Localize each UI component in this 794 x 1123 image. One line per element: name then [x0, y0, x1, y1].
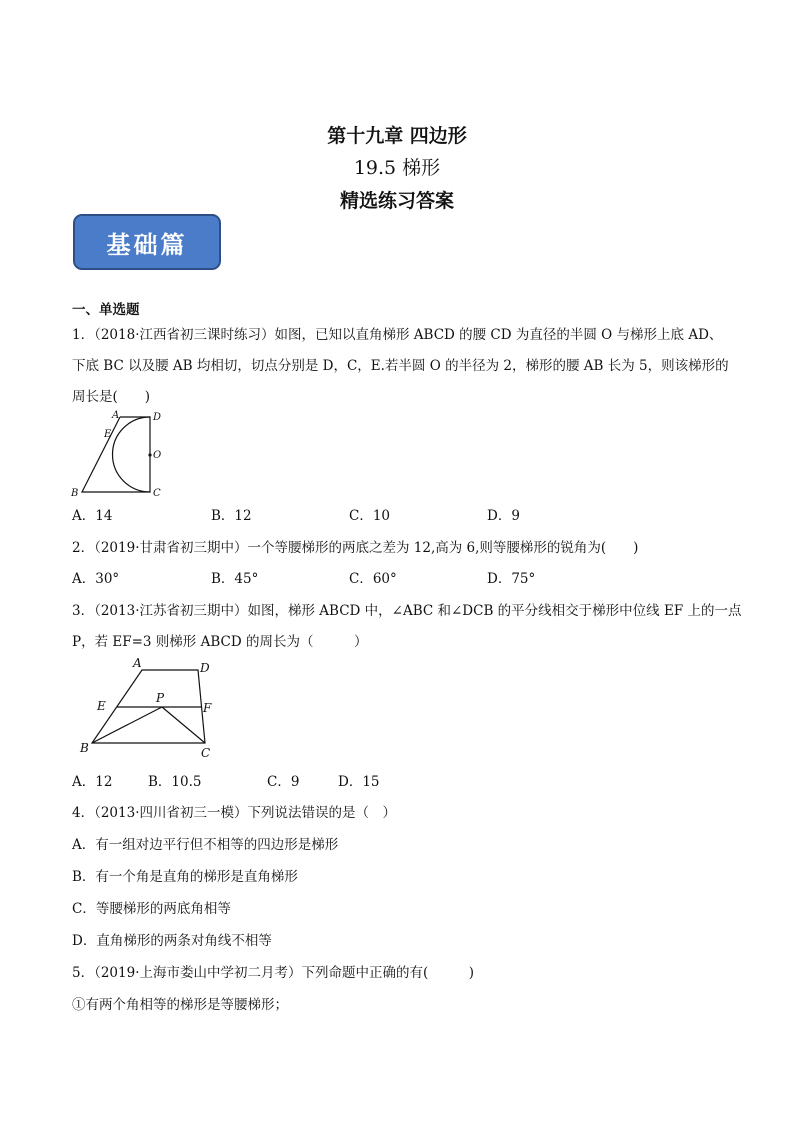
q3-label-e: E — [97, 699, 106, 713]
q3-option-c[interactable]: C．9 — [267, 774, 300, 790]
q3-option-b[interactable]: B．10.5 — [148, 774, 202, 790]
q3-line2: P，若 EF=3 则梯形 ABCD 的周长为（ ） — [72, 634, 368, 650]
q1-trapezoid — [82, 417, 150, 492]
q4-option-b[interactable]: B．有一个角是直角的梯形是直角梯形 — [72, 869, 298, 885]
q1-semicircle — [113, 417, 151, 492]
q3-figure — [80, 656, 222, 760]
level-badge: 基础篇 — [73, 214, 221, 270]
q3-label-b: B — [80, 741, 89, 755]
subtitle: 精选练习答案 — [339, 190, 454, 212]
section-heading: 一、单选题 — [72, 302, 140, 318]
q1-line2: 下底 BC 以及腰 AB 均相切，切点分别是 D，C，E.若半圆 O 的半径为 2，梯形的腰 AB 长为 5，则该梯形的 — [72, 358, 729, 374]
q4-line1: 4．（2013·四川省初三一模）下列说法错误的是（ ） — [72, 805, 396, 821]
q1-option-b[interactable]: B．12 — [211, 508, 252, 524]
q2-option-a[interactable]: A．30° — [72, 571, 120, 587]
q2-option-d[interactable]: D．75° — [487, 571, 536, 587]
q1-label-o: O — [153, 450, 162, 461]
q2-option-b[interactable]: B．45° — [211, 571, 259, 587]
q5-item1: ①有两个角相等的梯形是等腰梯形； — [72, 997, 288, 1013]
q3-label-c: C — [201, 746, 211, 760]
section-title: 19.5 梯形 — [353, 157, 441, 179]
q3-label-a: A — [133, 656, 142, 670]
q1-figure — [70, 408, 170, 500]
q1-line3: 周长是( ) — [72, 389, 151, 405]
q1-option-d[interactable]: D．9 — [487, 508, 520, 524]
q1-label-d: D — [153, 412, 162, 423]
q2-option-c[interactable]: C．60° — [349, 571, 397, 587]
q1-label-a: A — [112, 410, 120, 421]
q4-option-d[interactable]: D．直角梯形的两条对角线不相等 — [72, 933, 272, 949]
chapter-title: 第十九章 四边形 — [327, 125, 467, 147]
q4-option-a[interactable]: A．有一组对边平行但不相等的四边形是梯形 — [72, 837, 339, 853]
q3-line1: 3．（2013·江苏省初三期中）如图，梯形 ABCD 中，∠ABC 和∠DCB 的平分线相交于梯形中位线 EF 上的一点 — [72, 603, 742, 619]
q3-option-a[interactable]: A．12 — [72, 774, 113, 790]
q3-option-d[interactable]: D．15 — [338, 774, 380, 790]
q1-line1: 1．（2018·江西省初三课时练习）如图，已知以直角梯形 ABCD 的腰 CD 为直径的半圆 O 与梯形上底 AD、 — [72, 327, 723, 343]
q1-label-e: E — [104, 429, 112, 440]
q2-line1: 2．（2019·甘肃省初三期中）一个等腰梯形的两底之差为 12,高为 6,则等腰梯形的锐角为( ) — [72, 540, 639, 556]
q4-option-c[interactable]: C．等腰梯形的两底角相等 — [72, 901, 231, 917]
q5-line1: 5．（2019·上海市娄山中学初二月考）下列命题中正确的有( ) — [72, 965, 475, 981]
q3-label-p: P — [156, 691, 165, 705]
q1-label-b: B — [71, 488, 79, 499]
q1-center-point — [148, 453, 151, 456]
q1-option-a[interactable]: A．14 — [72, 508, 113, 524]
q3-bisector-cp — [162, 707, 205, 743]
q3-label-f: F — [203, 701, 212, 715]
q1-label-c: C — [153, 488, 161, 499]
q3-label-d: D — [200, 661, 210, 675]
q1-option-c[interactable]: C．10 — [349, 508, 391, 524]
